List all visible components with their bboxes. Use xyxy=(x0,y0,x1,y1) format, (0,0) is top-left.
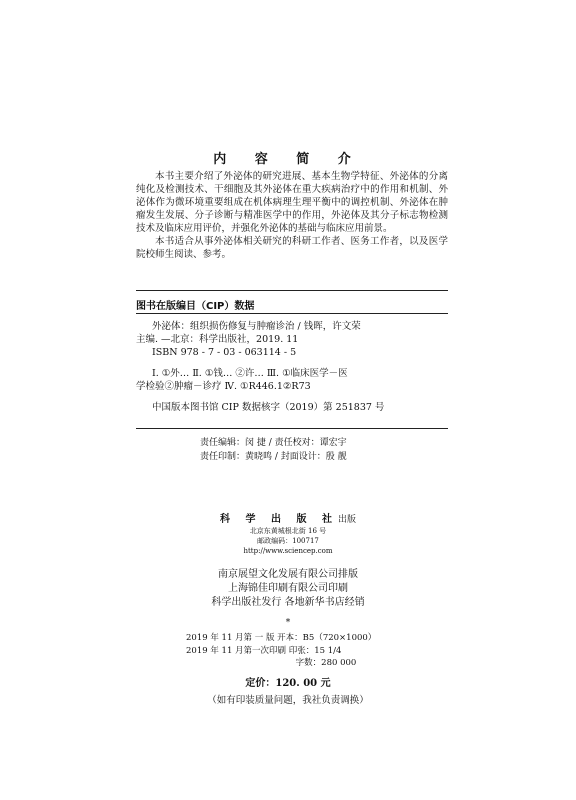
cip-block xyxy=(136,320,448,414)
divider-top xyxy=(136,290,448,291)
printer: 上海锦佳印刷有限公司印刷 xyxy=(228,583,348,594)
distribution: 科学出版社发行 各地新华书店经销 xyxy=(211,597,365,608)
publisher-suffix: 出版 xyxy=(337,515,356,525)
cip-heading: 图书在版编目（CIP）数据 xyxy=(136,301,255,312)
cip-record: 中国版本图书馆 CIP 数据核字（2019）第 251837 号 xyxy=(152,402,385,413)
divider-bottom xyxy=(136,428,448,429)
cip-line: 主编. —北京：科学出版社，2019. 11 xyxy=(136,334,299,345)
editors-block xyxy=(200,436,347,464)
intro-paragraph-2: 本书适合从事外泌体相关研究的科研工作者、医务工作者，以及医学院校师生阅读、参考。 xyxy=(136,236,448,260)
publisher-name: 科 学 出 版 社 xyxy=(220,514,338,525)
separator-star: * xyxy=(285,618,291,628)
typesetter: 南京展望文化发展有限公司排版 xyxy=(218,569,358,580)
wordcount-line: 字数：280 000 xyxy=(295,658,357,668)
cip-line: 外泌体：组织损伤修复与肿瘤诊治 / 钱晖，许文荣 xyxy=(152,321,361,332)
impression-line: 2019 年 11 月第一次印刷 印张：15 1/4 xyxy=(186,645,342,656)
publisher-block xyxy=(0,514,576,556)
cip-line: Ⅰ. ①外… Ⅱ. ①钱… ②许… Ⅲ. ①临床医学－医 xyxy=(152,368,348,379)
quality-note: （如有印装质量问题，我社负责调换） xyxy=(207,695,369,706)
intro-paragraph-1: 本书主要介绍了外泌体的研究进展、基本生物学特征、外泌体的分离纯化及检测技术、干细胞及其外泌体在重大疾病治疗中的作用和机制、外泌体作为微环境重要组成在机体病理生理平衡中的调控机制、外泌体在肿瘤发生发展、分子诊断与精准医学中的作用，外泌体及其分子标志物检测技术及临床应用评价，并强化外泌体的基础与临床应用前景。 xyxy=(136,171,448,234)
price: 定价：120. 00 元 xyxy=(245,678,331,689)
intro-text xyxy=(136,170,448,261)
publisher-address: 北京东黄城根北街 16 号 xyxy=(249,527,327,535)
edition-details xyxy=(186,632,426,670)
publisher-postcode: 邮政编码：100717 xyxy=(257,537,319,545)
publisher-website: http://www.sciencep.com xyxy=(243,547,333,555)
cip-isbn: ISBN 978 - 7 - 03 - 063114 - 5 xyxy=(152,347,297,358)
printing-block xyxy=(0,568,576,610)
divider-cip xyxy=(136,313,448,314)
cip-line: 学检验②肿瘤－诊疗 Ⅳ. ①R446.1②R73 xyxy=(136,381,311,392)
editors-line: 责任印制：黄晓鸣 / 封面设计：殷 靓 xyxy=(200,452,347,462)
edition-line: 2019 年 11 月第 一 版 开本：B5（720×1000） xyxy=(186,633,377,643)
intro-title: 内 容 简 介 xyxy=(213,152,363,167)
editors-line: 责任编辑：闵 捷 / 责任校对：谭宏宇 xyxy=(200,438,347,448)
